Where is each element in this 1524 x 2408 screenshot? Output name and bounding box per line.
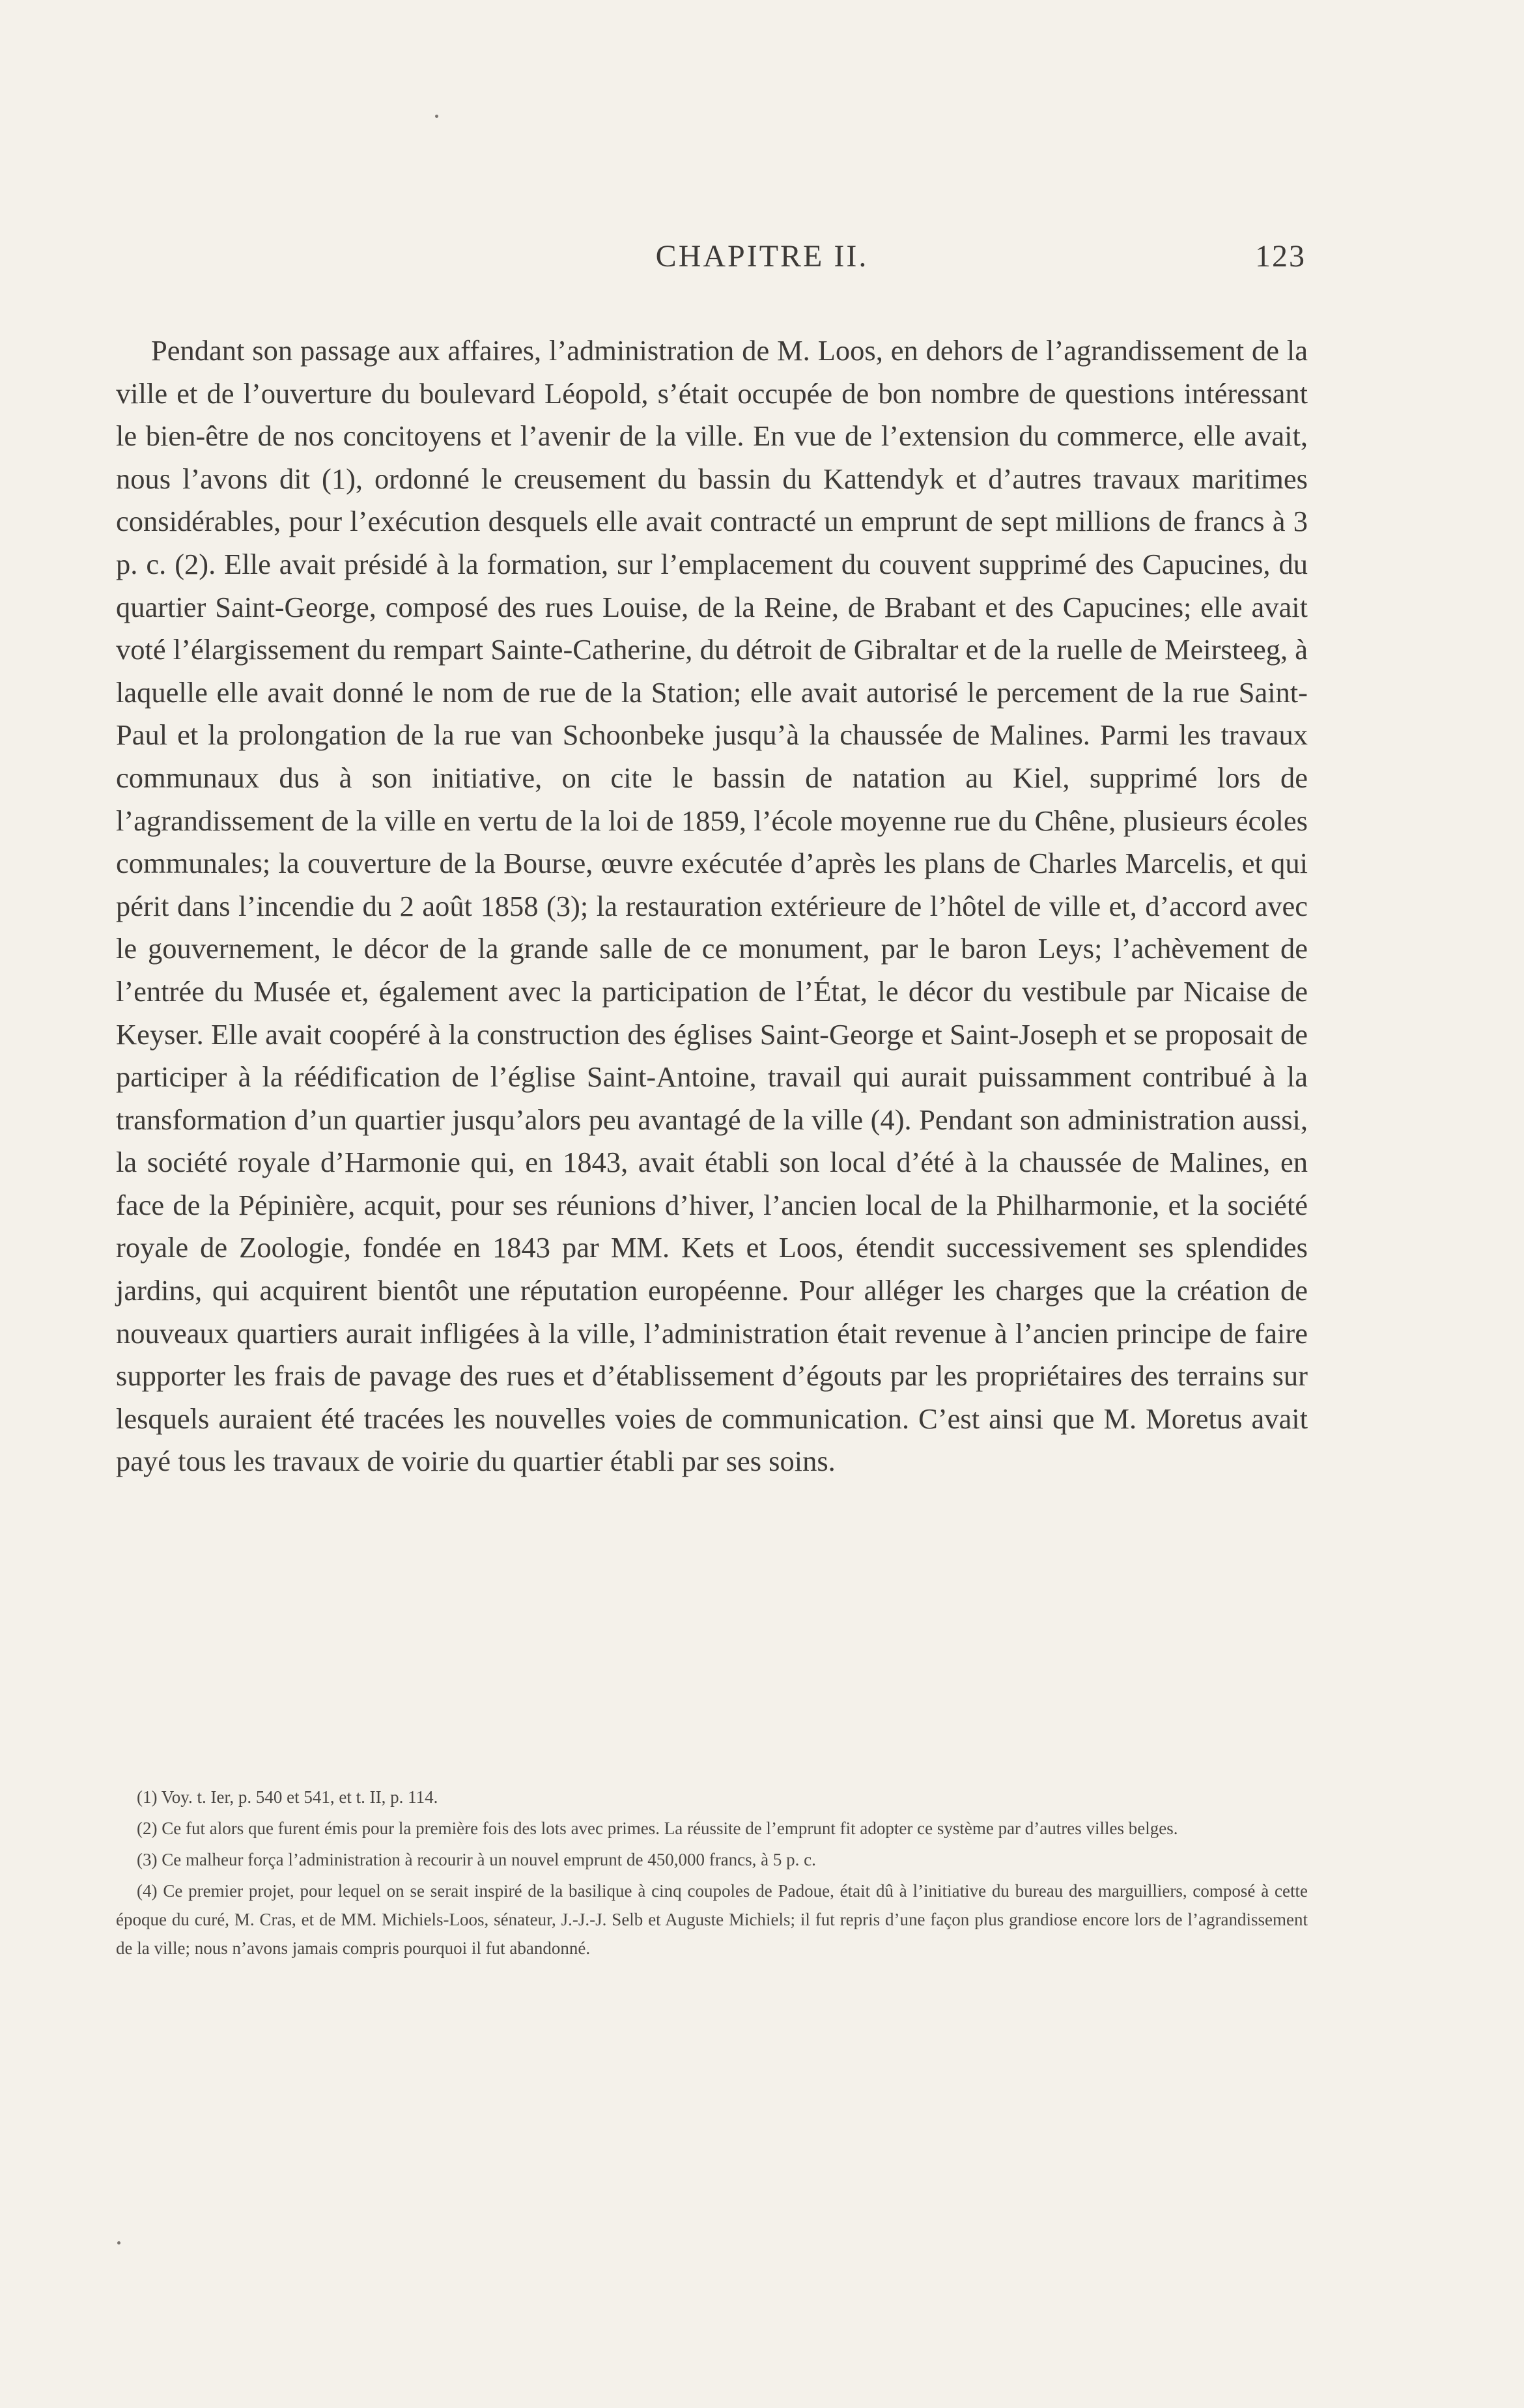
footnote-3: (3) Ce malheur força l’administration à recourir à un nouvel emprunt de 450,000 francs, à 5 p. c. [137, 1850, 816, 1869]
body-paragraph: Pendant son passage aux affaires, l’administration de M. Loos, en dehors de l’agrandissement de la ville et de l’ouverture du boulevard Léopold, s’était occupée de bon nombre de questions intéressant le bien-être de nos concitoyens et l’avenir de la ville. En vue de l’extension du commerce, elle avait, nous l’avons dit (1), ordonné le creusement du bassin du Kattendyk et d’autres travaux maritimes considérables, pour l’exécution desquels elle avait contracté un emprunt de sept millions de francs à 3 p. c. (2). Elle avait présidé à la formation, sur l’emplacement du couvent supprimé des Capucines, du quartier Saint-George, composé des rues Louise, de la Reine, de Brabant et des Capucines; elle avait voté l’élargissement du rempart Sainte-Catherine, du détroit de Gibraltar et de la ruelle de Meirsteeg, à laquelle elle avait donné le nom de rue de la Station; elle avait autorisé le percement de la rue Saint-Paul et la prolongation de la rue van Schoonbeke jusqu’à la chaussée de Malines. Parmi les travaux communaux dus à son initiative, on cite le bassin de natation au Kiel, supprimé lors de l’agrandissement de la ville en vertu de la loi de 1859, l’école moyenne rue du Chêne, plusieurs écoles communales; la couverture de la Bourse, œuvre exécutée d’après les plans de Charles Marcelis, et qui périt dans l’incendie du 2 août 1858 (3); la restauration extérieure de l’hôtel de ville et, d’accord avec le gouvernement, le décor de la grande salle de ce monument, par le baron Leys; l’achèvement de l’entrée du Musée et, également avec la participation de l’État, le décor du vestibule par Nicaise de Keyser. Elle avait coopéré à la construction des églises Saint-George et Saint-Joseph et se proposait de participer à la réédification de l’église Saint-Antoine, travail qui aurait puissamment contribué à la transformation d’un quartier jusqu’alors peu avantagé de la ville (4). Pendant son administration aussi, la société royale d’Harmonie qui, en 1843, avait établi son local d’été à la chaussée de Malines, en face de la Pépinière, acquit, pour ses réunions d’hiver, l’ancien local de la Philharmonie, et la société royale de Zoologie, fondée en 1843 par MM. Kets et Loos, étendit successivement ses splendides jardins, qui acquirent bientôt une réputation européenne. Pour alléger les charges que la création de nouveaux quartiers aurait infligées à la ville, l’administration était revenue à l’ancien principe de faire supporter les frais de pavage des rues et d’établissement d’égouts par les propriétaires des terrains sur lesquels auraient été tracées les nouvelles voies de communication. C’est ainsi que M. Moretus avait payé tous les travaux de voirie du quartier établi par ses soins. [116, 334, 1308, 1478]
footnote-4: (4) Ce premier projet, pour lequel on se serait inspiré de la basilique à cinq coupoles de Padoue, était dû à l’initiative du bureau des marguilliers, composé à cette époque du curé, M. Cras, et de MM. Michiels-Loos, sénateur, J.-J.-J. Selb et Auguste Michiels; il fut repris d’une façon plus grandiose encore lors de l’agrandissement de la ville; nous n’avons jamais compris pourquoi il fut abandonné. [116, 1881, 1308, 1958]
page-number: 123 [1255, 239, 1306, 274]
footnotes [116, 1783, 1308, 1965]
running-head [0, 238, 1524, 284]
paper-speck [117, 2241, 120, 2245]
paper-speck [435, 115, 438, 118]
footnote-2: (2) Ce fut alors que furent émis pour la première fois des lots avec primes. La réussite de l’emprunt fit adopter ce système par d’autres villes belges. [137, 1819, 1178, 1838]
footnote-1: (1) Voy. t. Ier, p. 540 et 541, et t. II, p. 114. [137, 1787, 438, 1807]
chapter-title: CHAPITRE II. [655, 239, 869, 274]
